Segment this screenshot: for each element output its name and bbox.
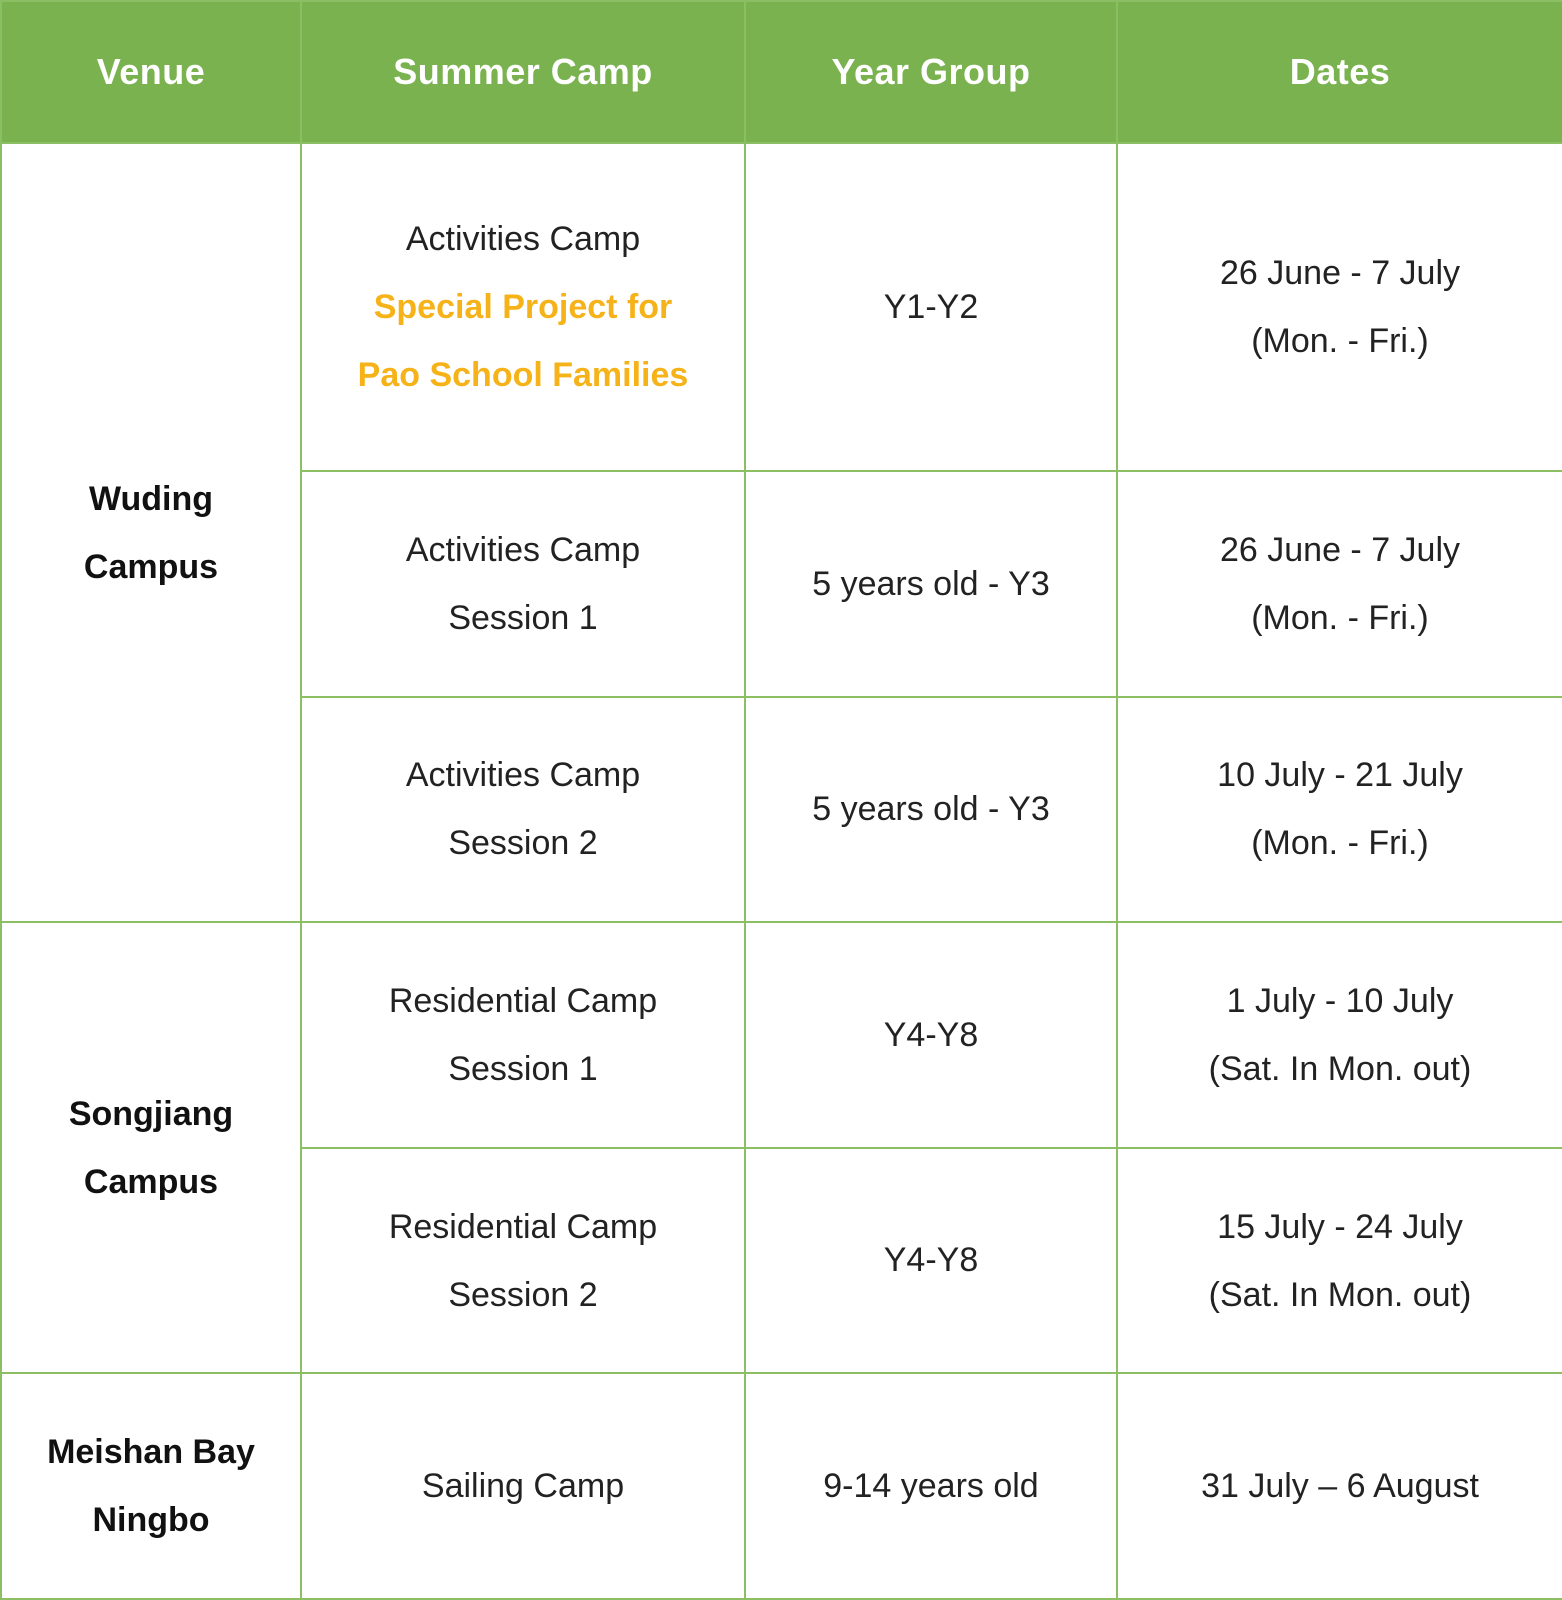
- venue-cell-meishan-bay: [1, 1373, 301, 1599]
- camp-name: Residential Camp: [388, 1207, 658, 1246]
- camp-cell: [301, 471, 745, 697]
- table-header: [1, 1, 1562, 143]
- dates-line-1: 31 July – 6 August: [1201, 1467, 1479, 1506]
- header-year-group: Year Group: [745, 1, 1117, 143]
- camp-cell: [301, 922, 745, 1148]
- header-dates: Dates: [1117, 1, 1562, 143]
- table-row: [1, 922, 1562, 1148]
- camp-name: Residential Camp: [388, 981, 658, 1020]
- table-row: [1, 1373, 1562, 1599]
- dates-cell: [1117, 143, 1562, 471]
- header-venue: Venue: [1, 1, 301, 143]
- dates-line-2: (Mon. - Fri.): [1251, 321, 1429, 360]
- camp-cell: [301, 1373, 745, 1599]
- header-row: [1, 1, 1562, 143]
- camp-name: Activities Camp: [405, 756, 641, 795]
- camp-name: Activities Camp: [405, 219, 641, 258]
- year-group-cell: 5 years old - Y3: [745, 471, 1117, 697]
- dates-line-2: (Mon. - Fri.): [1251, 598, 1429, 637]
- year-group-cell: 5 years old - Y3: [745, 697, 1117, 923]
- dates-line-1: 15 July - 24 July: [1217, 1207, 1463, 1246]
- dates-line-1: 26 June - 7 July: [1219, 530, 1461, 569]
- camp-cell: [301, 143, 745, 471]
- venue-line-2: Ningbo: [92, 1501, 210, 1540]
- dates-line-1: 26 June - 7 July: [1219, 253, 1461, 292]
- year-group-cell: 9-14 years old: [745, 1373, 1117, 1599]
- venue-cell-wuding: [1, 143, 301, 922]
- camp-name: Activities Camp: [405, 530, 641, 569]
- dates-line-1: 10 July - 21 July: [1217, 756, 1463, 795]
- camp-session: Session 2: [448, 824, 598, 863]
- dates-cell: [1117, 697, 1562, 923]
- camp-cell: [301, 1148, 745, 1374]
- table-body: [1, 143, 1562, 1599]
- header-summer-camp: Summer Camp: [301, 1, 745, 143]
- venue-line-2: Campus: [83, 547, 219, 586]
- camp-highlight-line-1: Special Project for: [373, 287, 673, 326]
- camp-session: Session 1: [448, 598, 598, 637]
- camp-session: Session 2: [448, 1275, 598, 1314]
- year-group-cell: Y4-Y8: [745, 922, 1117, 1148]
- dates-line-2: (Sat. In Mon. out): [1208, 1275, 1472, 1314]
- dates-line-1: 1 July - 10 July: [1226, 981, 1454, 1020]
- venue-line-1: Wuding: [89, 479, 213, 518]
- dates-cell: [1117, 471, 1562, 697]
- dates-cell: [1117, 1373, 1562, 1599]
- venue-line-1: Songjiang: [68, 1094, 234, 1133]
- camp-name: Sailing Camp: [421, 1467, 625, 1506]
- dates-cell: [1117, 1148, 1562, 1374]
- camp-cell: [301, 697, 745, 923]
- venue-line-2: Campus: [83, 1162, 219, 1201]
- dates-line-2: (Mon. - Fri.): [1251, 824, 1429, 863]
- year-group-cell: Y1-Y2: [745, 143, 1117, 471]
- dates-cell: [1117, 922, 1562, 1148]
- table-row: [1, 143, 1562, 471]
- camp-session: Session 1: [448, 1049, 598, 1088]
- camp-highlight-line-2: Pao School Families: [357, 355, 689, 394]
- venue-cell-songjiang: [1, 922, 301, 1373]
- dates-line-2: (Sat. In Mon. out): [1208, 1049, 1472, 1088]
- venue-line-1: Meishan Bay: [47, 1433, 255, 1472]
- year-group-cell: Y4-Y8: [745, 1148, 1117, 1374]
